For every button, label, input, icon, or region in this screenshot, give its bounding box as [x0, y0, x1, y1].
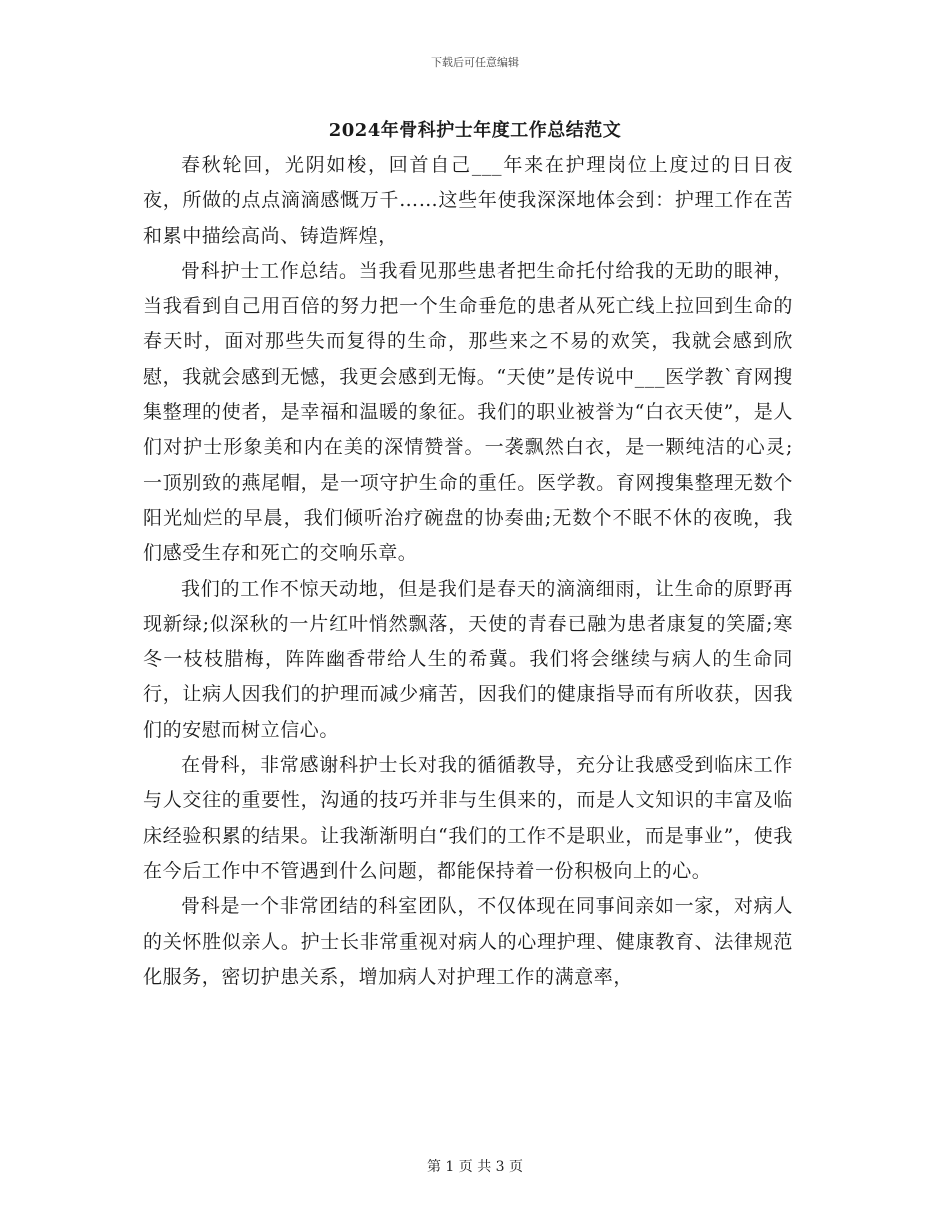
header-note: 下载后可任意编辑 [431, 56, 519, 69]
paragraph: 春秋轮回，光阴如梭，回首自己___年来在护理岗位上度过的日日夜夜，所做的点点滴滴感慨万千……这些年使我深深地体会到：护理工作在苦和累中描绘高尚、铸造辉煌， [143, 154, 793, 247]
document-title: 2024年骨科护士年度工作总结范文 [328, 120, 622, 141]
paragraph: 我们的工作不惊天动地，但是我们是春天的滴滴细雨，让生命的原野再现新绿;似深秋的一片红叶悄然飘落，天使的青春已融为患者康复的笑靥;寒冬一枝枝腊梅，阵阵幽香带给人生的希冀。我们将会继续与病人的生命同行，让病人因我们的护理而减少痛苦，因我们的健康指导而有所收获，因我们的安慰而树立信心。 [143, 577, 793, 741]
paragraph: 骨科是一个非常团结的科室团队，不仅体现在同事间亲如一家，对病人的关怀胜似亲人。护士长非常重视对病人的心理护理、健康教育、法律规范化服务，密切护患关系，增加病人对护理工作的满意率， [143, 895, 793, 988]
page-number-footer: 第 1 页 共 3 页 [426, 1159, 524, 1175]
paragraph: 骨科护士工作总结。当我看见那些患者把生命托付给我的无助的眼神，当我看到自己用百倍的努力把一个生命垂危的患者从死亡线上拉回到生命的春天时，面对那些失而复得的生命，那些来之不易的欢笑，我就会感到欣慰，我就会感到无憾，我更会感到无悔。“天使”是传说中___医学教`育网搜集整理的使者，是幸福和温暖的象征。我们的职业被誉为“白衣天使”，是人们对护士形象美和内在美的深情赞誉。一袭飘然白衣，是一颗纯洁的心灵;一顶别致的燕尾帽，是一项守护生命的重任。医学教。育网搜集整理无数个阳光灿烂的早晨，我们倾听治疗碗盘的协奏曲;无数个不眠不休的夜晚，我们感受生存和死亡的交响乐章。 [143, 259, 793, 565]
document-body [143, 148, 793, 995]
paragraph: 在骨科，非常感谢科护士长对我的循循教导，充分让我感受到临床工作与人交往的重要性，沟通的技巧并非与生俱来的，而是人文知识的丰富及临床经验积累的结果。让我渐渐明白“我们的工作不是职业，而是事业”，使我在今后工作中不管遇到什么问题，都能保持着一份积极向上的心。 [143, 754, 793, 882]
